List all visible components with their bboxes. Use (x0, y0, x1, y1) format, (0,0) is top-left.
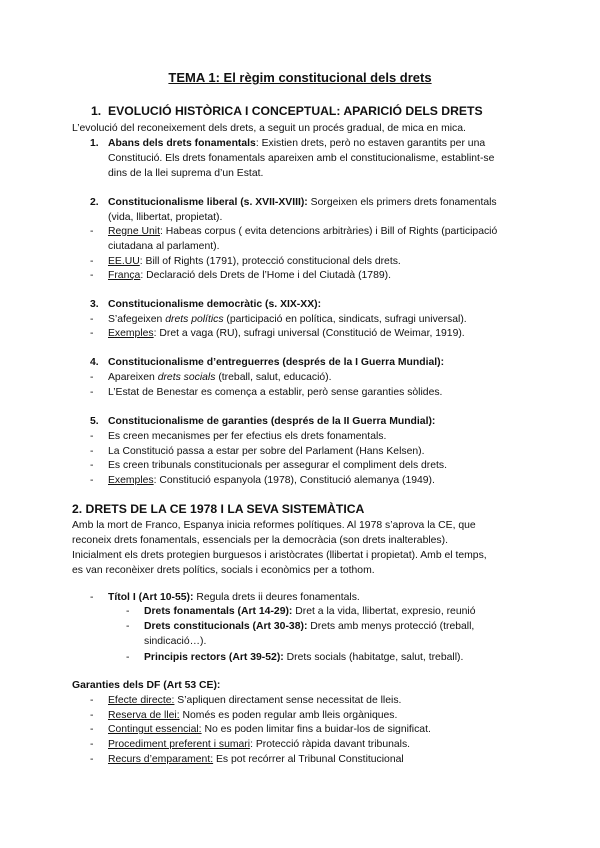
item-label: Constitucionalisme d’entreguerres (després de la I Guerra Mundial): (108, 357, 445, 368)
bullet-item: L’Estat de Benestar es comença a establir, però sense garanties sòlides. (108, 387, 443, 398)
garantia-text: S’apliquen directament sense necessitat de lleis. (174, 695, 402, 706)
bullet-dash: - (90, 270, 94, 281)
paragraph-line: Amb la mort de Franco, Espanya inicia reformes polítiques. Al 1978 s’aprova la CE, que (72, 520, 476, 531)
sub-item-text: Dret a la vida, llibertat, expresio, reunió (292, 606, 476, 617)
bullet-dash: - (90, 695, 94, 706)
paragraph-line: es van reconèixer drets polítics, socials i econòmics per a tothom. (72, 565, 375, 576)
item-number: 4. (90, 357, 99, 368)
bullet-item: Es creen mecanismes per fer efectius els drets fonamentals. (108, 431, 387, 442)
bullet-dash: - (90, 460, 94, 471)
item-number: 1. (90, 138, 99, 149)
sub-item-label: Drets fonamentals (Art 14-29): (144, 606, 293, 617)
sub-item-label: Drets constitucionals (Art 30-38): (144, 621, 308, 632)
item-text: (vida, llibertat, propietat). (108, 212, 223, 223)
bullet-item: Es creen tribunals constitucionals per assegurar el compliment dels drets. (108, 460, 448, 471)
item-abans (108, 136, 528, 181)
bullet-italic: drets socials (157, 372, 216, 383)
bullet-dash: - (90, 754, 94, 765)
item-number: 2. (90, 197, 99, 208)
item-text: : Existien drets, però no estaven garantits per una (255, 138, 486, 149)
bullet-dash: - (90, 710, 94, 721)
bullet-text: Apareixen (108, 372, 158, 383)
paragraph-line: reconeix drets fonamentals, essencials per la democràcia (son drets inalterables). (72, 535, 448, 546)
bullet-underlined: Regne Unit (108, 226, 160, 237)
item-text: Sorgeixen els primers drets fonamentals (307, 197, 497, 208)
bullet-dash: - (90, 314, 94, 325)
bullet-dash: - (90, 226, 94, 237)
item-text: Constitució. Els drets fonamentals apareixen amb el constitucionalisme, establint-se (108, 153, 495, 164)
item-entreguerres (108, 355, 528, 370)
bullet-dash: - (90, 739, 94, 750)
garantia-label: Reserva de llei: (108, 710, 180, 721)
section1-intro: L’evolució del reconeixement dels drets, a seguit un procés gradual, de mica en mica. (72, 123, 466, 134)
sub-bullet-dash: - (126, 652, 130, 663)
item-label: Abans dels drets fonamentals (108, 138, 256, 149)
bullet-text: S’afegeixen (108, 314, 166, 325)
bullet-underlined: Exemples (108, 328, 154, 339)
sub-bullet-dash: - (126, 621, 130, 632)
page-title: TEMA 1: El règim constitucional dels drets (168, 70, 432, 85)
garantia-label: Efecte directe: (108, 695, 175, 706)
item-garanties (108, 414, 528, 429)
bullet-text: : Dret a vaga (RU), sufragi universal (Constitució de Weimar, 1919). (153, 328, 465, 339)
bullet-dash: - (90, 592, 94, 603)
item-number: 5. (90, 416, 99, 427)
item-liberal (108, 195, 528, 225)
sub-item (144, 604, 544, 619)
bullet-text: (treball, salut, educació). (215, 372, 332, 383)
sub-item-text: Drets amb menys protecció (treball, (307, 621, 475, 632)
bullet-text: ciutadana al parlament). (108, 241, 220, 252)
garantia-item (108, 708, 528, 723)
sub-item (144, 650, 544, 665)
bullet-item (108, 370, 528, 385)
bullet-item (108, 268, 528, 283)
garantia-text: Es pot recórrer al Tribunal Constitucional (213, 754, 404, 765)
sub-item-text: sindicació…). (144, 636, 207, 647)
bullet-dash: - (90, 475, 94, 486)
bullet-dash: - (90, 724, 94, 735)
bullet-text: : Constitució espanyola (1978), Constitució alemanya (1949). (153, 475, 435, 486)
section1-title: EVOLUCIÓ HISTÒRICA I CONCEPTUAL: APARICIÓ DELS DRETS (107, 104, 483, 118)
titol-item (108, 590, 528, 605)
bullet-underlined: Exemples (108, 475, 154, 486)
bullet-item (108, 326, 528, 341)
bullet-text: : Bill of Rights (1791), protecció constitucional dels drets. (139, 256, 401, 267)
section2-heading: 2. DRETS DE LA CE 1978 I LA SEVA SISTEMÀTICA (72, 502, 365, 516)
sub-item-text: Drets socials (habitatge, salut, treball). (283, 652, 464, 663)
garantia-item (108, 752, 528, 767)
bullet-item: La Constitució passa a estar per sobre del Parlament (Hans Kelsen). (108, 446, 425, 457)
garantia-text: No es poden limitar fins a buidar-los de significat. (201, 724, 431, 735)
bullet-dash: - (90, 446, 94, 457)
paragraph-line: Inicialment els drets protegien burguesos i aristòcrates (llibertat i propietat). Amb el temps, (72, 550, 487, 561)
garantia-item (108, 722, 528, 737)
item-label: Constitucionalisme liberal (s. XVII-XVIII): (108, 197, 308, 208)
sub-item (144, 619, 544, 649)
bullet-dash: - (90, 328, 94, 339)
bullet-dash: - (90, 387, 94, 398)
item-label: Constitucionalisme de garanties (després de la II Guerra Mundial): (108, 416, 436, 427)
garantia-label: Recurs d’emparament: (108, 754, 214, 765)
bullet-text: (participació en política, sindicats, sufragi universal). (223, 314, 467, 325)
garantia-label: Contingut essencial: (108, 724, 202, 735)
garantia-item (108, 693, 528, 708)
item-number: 3. (90, 299, 99, 310)
bullet-underlined: França (108, 270, 141, 281)
titol-label: Títol I (Art 10-55): (108, 592, 194, 603)
bullet-item (108, 224, 528, 254)
bullet-dash: - (90, 431, 94, 442)
garanties-heading: Garanties dels DF (Art 53 CE): (72, 680, 221, 691)
item-democratic (108, 297, 528, 312)
bullet-text: : Declaració dels Drets de l’Home i del Ciutadà (1789). (140, 270, 391, 281)
garantia-item (108, 737, 528, 752)
sub-bullet-dash: - (126, 606, 130, 617)
titol-text: Regula drets ii deures fonamentals. (193, 592, 360, 603)
section1-number: 1. (91, 104, 102, 118)
section1-heading (91, 104, 483, 119)
bullet-text: : Habeas corpus ( evita detencions arbitràries) i Bill of Rights (participació (159, 226, 498, 237)
bullet-italic: drets polítics (165, 314, 224, 325)
sub-item-label: Principis rectors (Art 39-52): (144, 652, 284, 663)
item-label: Constitucionalisme democràtic (s. XIX-XX): (108, 299, 322, 310)
bullet-item (108, 473, 528, 488)
item-text: dins de la llei suprema d’un Estat. (108, 168, 264, 179)
bullet-item (108, 254, 528, 269)
bullet-dash: - (90, 372, 94, 383)
bullet-underlined: EE.UU (108, 256, 140, 267)
garantia-text: Només es poden regular amb lleis orgàniques. (179, 710, 398, 721)
garantia-label: Procediment preferent i sumari (108, 739, 251, 750)
bullet-dash: - (90, 256, 94, 267)
garantia-text: : Protecció ràpida davant tribunals. (250, 739, 411, 750)
section2-paragraph (72, 518, 532, 578)
bullet-item (108, 312, 528, 327)
